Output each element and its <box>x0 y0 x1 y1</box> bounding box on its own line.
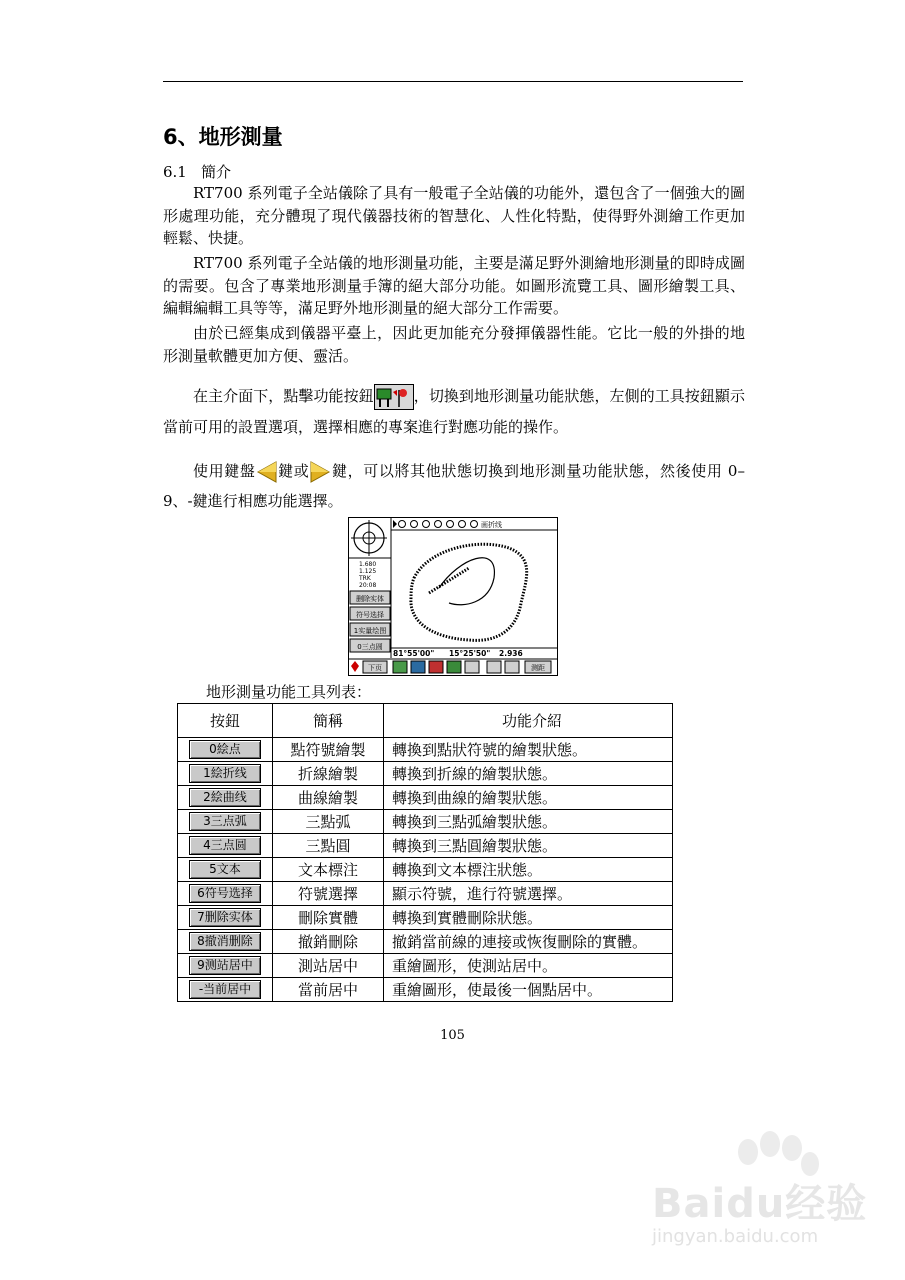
button-cell <box>178 738 273 762</box>
description-cell: 重繪圖形，使最後一個點居中。 <box>384 978 673 1002</box>
table-caption: 地形測量功能工具列表： <box>206 683 372 701</box>
table-row <box>178 858 673 882</box>
description-cell: 轉換到曲線的繪製狀態。 <box>384 786 673 810</box>
right-arrow-key-icon <box>309 460 331 484</box>
tool-button[interactable]: -当前居中 <box>189 980 261 999</box>
table-row <box>178 738 673 762</box>
table-row <box>178 834 673 858</box>
button-cell <box>178 906 273 930</box>
button-cell <box>178 930 273 954</box>
section-title: 簡介 <box>201 163 232 181</box>
tool-button[interactable]: 1絵折线 <box>189 764 261 783</box>
drawing-canvas <box>411 544 527 640</box>
button-cell <box>178 762 273 786</box>
abbr-cell: 三點弧 <box>273 810 384 834</box>
tool-button[interactable]: 2絵曲线 <box>189 788 261 807</box>
description-cell: 轉換到實體刪除狀態。 <box>384 906 673 930</box>
tool-table <box>177 703 673 1002</box>
side-button-delete[interactable] <box>350 591 390 604</box>
tool-button[interactable]: 5文本 <box>189 860 261 879</box>
abbr-cell: 測站居中 <box>273 954 384 978</box>
description-cell: 轉換到三點圓繪製狀態。 <box>384 834 673 858</box>
readout-4: 20:08 <box>359 582 377 589</box>
left-arrow-key-icon <box>256 460 278 484</box>
intro-paragraph-2: RT700 系列電子全站儀的地形測量功能，主要是滿足野外測繪地形測量的即時成圖的需要。包含了專業地形測量手簿的絕大部分功能。如圖形流覽工具、圖形繪製工具、編輯編輯工具等等，滿足野外地形測量的絕大部分工作需要。 <box>163 254 745 317</box>
abbr-cell: 點符號繪製 <box>273 738 384 762</box>
svg-text:0三点圆: 0三点圆 <box>357 643 383 651</box>
table-row <box>178 930 673 954</box>
abbr-cell: 文本標注 <box>273 858 384 882</box>
side-button-circle[interactable] <box>350 639 390 652</box>
abbr-cell: 符號選擇 <box>273 882 384 906</box>
intro-paragraph-3: 由於已經集成到儀器平臺上，因此更加能充分發揮儀器性能。它比一般的外掛的地形測量軟體更加方便、靈活。 <box>163 324 745 365</box>
tool-button[interactable]: 0絵点 <box>189 740 261 759</box>
tool-button[interactable]: 6符号选择 <box>189 884 261 903</box>
mode-tab-label: 画折线 <box>481 521 502 529</box>
tool-button[interactable]: 7删除实体 <box>189 908 261 927</box>
device-screen <box>348 517 558 676</box>
description-cell: 轉換到文本標注狀態。 <box>384 858 673 882</box>
svg-text:符号选择: 符号选择 <box>356 611 384 619</box>
section-number: 6.1 <box>163 163 187 181</box>
description-cell: 轉換到點狀符號的繪製狀態。 <box>384 738 673 762</box>
keyboard-paragraph <box>163 456 745 516</box>
table-header-row <box>178 704 673 738</box>
para4-text-b: ，切換到地形測量功能狀態，左側的工具按鈕顯示當前可用的設置選項，選擇相應的專案進行對應功能的操作。 <box>163 387 745 436</box>
button-cell <box>178 858 273 882</box>
section-heading <box>163 161 231 182</box>
header-abbr: 簡稱 <box>273 704 384 738</box>
button-cell <box>178 978 273 1002</box>
abbr-cell: 折線繪製 <box>273 762 384 786</box>
para5-text-c: 鍵，可以將其他狀態切換到地形測量功能狀態，然後使用 0–9、-鍵進行相應功能選擇。 <box>163 462 745 510</box>
tool-button[interactable]: 8撤消删除 <box>189 932 261 951</box>
measure-button[interactable] <box>525 661 551 673</box>
button-cell <box>178 810 273 834</box>
svg-text:测距: 测距 <box>531 664 545 672</box>
tool-button[interactable]: 3三点弧 <box>189 812 261 831</box>
header-button: 按鈕 <box>178 704 273 738</box>
button-cell <box>178 882 273 906</box>
description-cell: 重繪圖形，使測站居中。 <box>384 954 673 978</box>
svg-text:删除实体: 删除实体 <box>356 595 384 603</box>
table-row <box>178 762 673 786</box>
status-distance: 2.936 <box>499 649 523 658</box>
table-row <box>178 954 673 978</box>
header-description: 功能介紹 <box>384 704 673 738</box>
abbr-cell: 曲線繪製 <box>273 786 384 810</box>
next-page-button[interactable] <box>363 661 387 673</box>
para5-text-b: 鍵或 <box>277 462 310 480</box>
abbr-cell: 三點圓 <box>273 834 384 858</box>
tool-button[interactable]: 9测站居中 <box>189 956 261 975</box>
watermark-url: jingyan.baidu.com <box>652 1226 819 1247</box>
table-row <box>178 906 673 930</box>
table-row <box>178 810 673 834</box>
description-cell: 顯示符號，進行符號選擇。 <box>384 882 673 906</box>
readout-2: 1.125 <box>359 568 377 575</box>
status-angle-h: 81°55'00" <box>393 649 435 658</box>
watermark-brand: Baidu经验 <box>652 1181 868 1227</box>
svg-text:下页: 下页 <box>368 664 382 672</box>
abbr-cell: 當前居中 <box>273 978 384 1002</box>
abbr-cell: 刪除實體 <box>273 906 384 930</box>
description-cell: 撤銷當前線的連接或恢復刪除的實體。 <box>384 930 673 954</box>
survey-function-icon <box>374 384 414 410</box>
header-rule <box>163 81 743 82</box>
page-number: 105 <box>440 1028 465 1043</box>
readout-1: 1.680 <box>359 561 377 568</box>
description-cell: 轉換到三點弧繪製狀態。 <box>384 810 673 834</box>
readout-3: TRK <box>359 575 371 582</box>
intro-paragraph-1: RT700 系列電子全站儀除了具有一般電子全站儀的功能外，還包含了一個強大的圖形處理功能，充分體現了現代儀器技術的智慧化、人性化特點，使得野外測繪工作更加輕鬆、快捷。 <box>163 184 745 247</box>
button-cell <box>178 786 273 810</box>
chapter-heading: 6、地形測量 <box>163 125 283 149</box>
table-row <box>178 882 673 906</box>
table-row <box>178 978 673 1002</box>
tool-button[interactable]: 4三点圆 <box>189 836 261 855</box>
side-button-symbol[interactable] <box>350 607 390 620</box>
table-row <box>178 786 673 810</box>
side-button-measure[interactable] <box>350 623 390 636</box>
para5-text-a: 使用鍵盤 <box>193 462 256 480</box>
abbr-cell: 撤銷刪除 <box>273 930 384 954</box>
svg-text:1实量绘图: 1实量绘图 <box>353 627 387 635</box>
description-cell: 轉換到折線的繪製狀態。 <box>384 762 673 786</box>
para4-text-a: 在主介面下，點擊功能按鈕 <box>193 387 374 405</box>
function-button-paragraph <box>163 381 745 443</box>
status-angle-v: 15°25'50" <box>449 649 491 658</box>
button-cell <box>178 834 273 858</box>
button-cell <box>178 954 273 978</box>
